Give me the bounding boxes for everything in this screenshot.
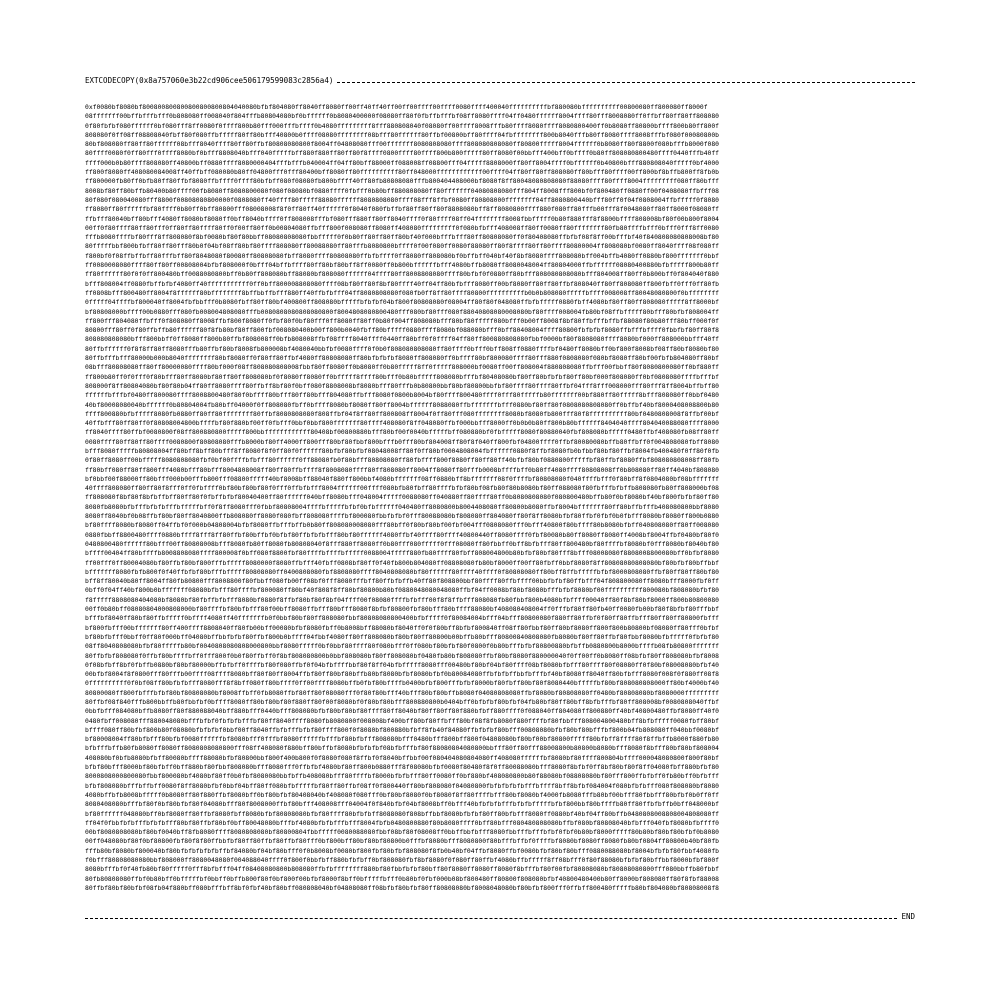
hex-line: ffbfff80040bff80bfff4080ff8080bf8080ff0bff8040bffff0ff808008fffbf080fff880ff80ff8040ffff0f80ffff08ff04ffffffff8008fbbfffff0b80f880fff8f8800bffff808008bf80f00b800f8004 bbox=[85, 215, 719, 223]
hex-line: 808000f8ff80804080bf80f80b04ff80ff8080ffff80ffbff8bf80f0bff080f8808008bf8080bfff80fffb0b80800bbf80bf80800bbfbf80ffff80ffff80ffbf04fff8fff008000fff80fff8ff8004bffbff80 bbox=[85, 382, 719, 390]
hex-line: 08fffffff00bffbfffbfff0b808080ff008040f804fffb80804080bf0bffffff0b8080400000f08080ff80f0fbffbfffbf08ff8080ffff04ff0480ffffff8004ffff80fff8008080ff0ffbff80ff80ff808080 bbox=[85, 113, 719, 121]
hex-line: ff808080f8bf80f8bfbffbff80ff80f0fbffbfbf80040400ff80ffffff040bff8080bfff048004fffff0088080ff040880ff80ffff80ff0b8080808080f080800480bffb80f0bf8080bf40bf800fbfbf80ff80 bbox=[85, 494, 719, 502]
hex-line: 8080bfffbf0f40fb80bf80fffff0fff8bfbfff04ff08408080800b808080ffbfbffffffff880bf80fbbfbfbf80bff80f8080ff8080ff8080f8bfffbf80f00fbf80808080bf80808080800fff080bbffb80fbbf bbox=[85, 866, 719, 874]
hex-line: 80bf808080ff80ff80ffffff08bfff8040ffff80ff80ffbf80808080800f8004ff04808080fff00fffffff8080808080ffff808080808080ff80800fffff8004ffffff0b8080ff80f8800f080bfffb8000f080 bbox=[85, 141, 719, 149]
hex-line: ff80bff080ff80ff800fff4080bfff80bfff8004808008ff80ff80ffbffff8f8008080ffff80ff808080ff8004ff8080ff80fffb0008bffffbff0b80ff4080ffff80808008ff0b808080ff80ff4040bf808080 bbox=[85, 466, 719, 474]
hex-line: bffff080ff80bfbf800b80f08080bfbfbfbf0bbf00ff8040ffbfbfffbfbf80ffff800f0f8080bf800880bfbff8fb40f84080ffbfbfbf80bfff00808080bfbf80bf80bfffbf800b04fb808080ff040bbf0080bf bbox=[85, 726, 719, 734]
hex-line: 0480800480ffffff80bfff00ff80808008bfff8080fb80ff8080fb80808040f8fff880ff8080ff0b80fff080fffff0fff08080ff80fbbff0bff8bfbfff80ff800480bf80ffffbf8080bf0fff8080bf8040bf80 bbox=[85, 540, 719, 548]
hex-line: ff80ffffff80f0f0ff800480bff0088080800bff0b80ff808080bff88080bf808080ffffff04ffff80ff8008808080ffff80bfbf0f0880ff80bfff808080808080bfff804008ff80ff0b800bff0f804040f880 bbox=[85, 271, 719, 279]
hex-line: 40ffbfff80ff80ff0f80808004800bffffbf80f880bf00ff0fbfff0bbf0bbf800fffffff80ffff408080f8ff048080ffbf000bbfff8000ff0b0b0b80ff800b80bffffff8404040ffff804040088080ffff8000 bbox=[85, 420, 719, 428]
hex-line: bfffffff8080fbfb800f0f40ffbfbf80bfffbfffff80808080ff0400808080fbf8808080ffff8040808080bf80ffffff80ffff40ffff0f80808080ff80bff8ffbfffffbfbf8000808080ffbf80ff80ff80bf80 bbox=[85, 568, 719, 576]
hex-line: 80f080f080040080fff8800f00808080800000f0808080ff40ffff80fffff88080ffffff8080808080ffff08fff8ffbf0080ff80808000ffffffff04ff8080800440bfff80ff0f04f0808004ffbfffff0f8080 bbox=[85, 196, 719, 204]
hex-line: 40bf80008080040bffffff0b80804004fb80bff04000f0ff808080fbff0bffff8080bf8080ff80ff8004bffffff8088080ffbfffffffbfff0880bf80ff80f0808080808080ff0bffbf40bf8000408008800b80 bbox=[85, 401, 719, 409]
hex-line: bfbfffbffb80fb8080ff8080ff8080808080800fff08ff408080f880bff80bffbf8080bfbfbfbf08bfbfffbf80f88080804080800bbfff80ff80fff88008800b80800b8080bfff8080f8bfff80bf80bf808004 bbox=[85, 745, 719, 753]
hex-line: 0bff0f04ff40bf800b0bfffffff08080bfbfff80ffffbf800080ff80bf40f808f8ff80bf80800b80bf0880048080048080ffbf04ff0008bf80bf8080bfffbfbf8080bf00ffffffffff800080bf808080bfbf80 bbox=[85, 587, 719, 595]
hex-line: 00bfbf8004f8f0800fff80fffb00ffff08ffff8080bff80f80ff8004ffbf80ff80bf80bffb80bf8080bfbf8080bfbf0b80084080ffbfbfbffbbfbfffbf40bf8080ff8040ff80bfbfff8080f008f0f880ff08f8 bbox=[85, 671, 719, 679]
end-label: END bbox=[901, 912, 915, 921]
hex-line: 4080bffbfb8008bfffff0b8080ff80f880ffbf8080bff0bf80bfbf80408040bf408080f080fff0bf80bf8080f0bf8080f8ff80ffffbfff80bf8080bf4000fb8080fffb80bf00bfff80fbbfff80bfbf0b0ff0ff bbox=[85, 791, 719, 799]
hex-line: 80ffbffffff0f8f8ff80ff8080fffb80ffbf80bf8008fb800008bf4080040bbfbf0080ffff0f0b0f808080808080ff80ffff0bfff0bff808ff0880ffffbf0480ff8080bff0bf800f8008bf08ff80bf8080bf80 bbox=[85, 345, 719, 353]
hex-line: ff8080ff80ffffffbf80ffff0b80ff0bff80800fff08008008f8f0ff80ff40ffffff0f8040f080fbffbf80ff80ff80f8808080bff8ff8080800ffff880f080ff80fffb00fff8f0048080ff80ff8000f08080ff bbox=[85, 206, 719, 214]
hex-line: bf80808000bffff00b0880fff080fb008004808080fffb0080808080808080800f8004808080800480fff080bf80fff080f88040808080008080bf80ffff008004fb80bf08ffbfffff80bfff80bfbf808004ff bbox=[85, 308, 719, 316]
hex-line: ffffffbfffbf0480ff800080ffff8008800480f80f0bffff80bfff80ff80bfff804080ffbfff8080f0800b8004bf80ffff800480ffff0fff80fffffb80fffffff00bf880ff80fffff8bfff808080ff0bbf0480 bbox=[85, 392, 719, 400]
hex-line: 0080ffff80ff80ff80ffff0080800f80808080fffb8000bf80ff4000ff800fff80bf80fbbf800bfffb0fff80bf804008ff80f8f040ff800fbf04800ffff0ffbf80080080bffb80ffbff0f004808080fbff8080 bbox=[85, 438, 719, 446]
hex-line: ff800f8080ff408080084008ff40ffbff080080b80ff04800fff0fff80400bff8080ff80ffffffffff80ff048000ffffffffffff00ffff04ff80ff80ff808080ff80bfff80ffff00ff800bf8bffb800ff8fb0b bbox=[85, 169, 719, 177]
hex-line: bfbf80bfff8000bf80bfbff0bff880bf80fbbf808080bfff8080fff0ffbfbf4080bf80ff800b0880fff8f08080bfbf0080f80480f8f0ff80088080bfff8080f8bfbf0ff8bf80bf80f8ff04080fbff880bfbf80 bbox=[85, 764, 719, 772]
hex-line: 8000808000800080fbbf800080bf4080bf80ff0b0fbf8080080bbfbffb408080bfff80ffffbf8000bfbfbfff80ff0080ff0bf880bf408080800b80f88080bf08808080bf80fff800ffbfbff0fb80bff0bfbfff bbox=[85, 773, 719, 781]
dump-header bbox=[85, 76, 915, 86]
hex-line: bf80ffffff048080bff0bf8080ff80ffbf8080fbff8080bfbf80808080bfbf80ffff80bfbfbff8088080f808bffbbf8080bfbfbf80ff80bfbfff8080ff0880bf40bf04ff80bffb0480808008808004808080ff bbox=[85, 810, 719, 818]
hex-line: bfffbf8040ff80bf80ffbfffff0bffff4080ff40fffffffb0f0bbf80bf80ff808080fbbf80808080800400bfbfffff0f80084004bfff04bfff80800080f880ff80ffbf0f80ff80ffbfff80ff80ff80800fbfff bbox=[85, 615, 719, 623]
hex-line: bf80bfbfff0bbff0ff80f000bff04080bffbbfbfbf80ffbf800b0bffff04fbbf4080ff80ff808080bf80bf80ff80800b00bffb80bfff80800840808080fb8080bf80ff80ffbf80fbbf8080bfbfffff0fbfbf80 bbox=[85, 633, 719, 641]
hex-line: 8080fb8080bfbfffbfbfbfffbfffffbff0f8ff8080fff0fbbf80808004ffffbfffffbfbf0bfbffffff040480ff8080800b8004408080ff80800b8080ffbf8004bfffffff80ff80bffbfffb408080800bbf8080 bbox=[85, 503, 719, 511]
hex-line: ff800fff804080ffbfff0f808080ff8008ffbf800f8080ff0fbf80f0bf80fff0ff8080ff80ff0b80f004ff808080bfff80bf80fffff080bfff0b00ff8008f8bf80ffbfffbffbf88080f80b80fff80bff000f0f bbox=[85, 317, 719, 325]
dump-title: EXTCODECOPY(0x8a757060e3b22cd906cee506179599083c2856a4) bbox=[85, 76, 334, 85]
hex-line: 08ff8040808080bfbf80fffffb80bf0040808080808000800bbf8080fffff0bf0bbf80ffff80f080bfff0ff080bf80bfbf80f0800f0b80bfffbfbf80800880bfbffb0880800b8000bffffb08fb80800fffffff bbox=[85, 643, 719, 651]
hex-line: ffff800880bfbfffff8080fb0880ff80ff80ffffffff80ffbf8080808080f808ffbf04f8ff80ff800808ff8004f0ff80fff080ffffffff8080bf8080fb800fff80f8ffffffffff80bf0480808008f8ffbf00bf bbox=[85, 410, 719, 418]
hex-line: 8080ff8040bf0b08ffbf80bf80ff8040800ffb808080ff8080f080fbff808080ffffbf800080fbbfbfbf0fff80088080bf808080ff804080ff80f8ff8080bfbf80ffbf0fbf0b0fbfff8080bf8080ff800b0880 bbox=[85, 513, 719, 521]
hex-line: 40ffff808080ff80ff80f8fff0ff0fbffff0bf80bf80bf80f0fff0ffbfbfff8004ffffff00ffff080bfb80fbff80ffffbfbf80bf08fb80f80b8080bf80ff088080f80fbfffbfbffb808080fb80ff808000bf08 bbox=[85, 485, 719, 493]
hex-line: bf800fbfff00bfffffff80ff400ffff8808040ff80fb00bff00080bfbf8080fbff0b8008bff88080bf8040ff0f0f80bff8bfbf800840ff08ff80fbbf80ff80bf8080ff800f800b80800bf08080ff80fff0bfbf bbox=[85, 624, 719, 632]
hex-line: 808080808080bfff800bbff0ff8080ff800b80ffbf808008ff0bfb808008ffbf08ffff8040ffff0440ff80bff0f0ffff04ff80ff800880808080fbbf0000bf80f8808080ffff8080bf000ff808000bbfff40ff bbox=[85, 336, 719, 344]
hex-dump-block bbox=[85, 103, 915, 893]
footer-divider bbox=[85, 918, 897, 919]
hex-line: 0f08bfbff8bf0fbffb0880bf80bf80000bffbfbff0ffffbf80f080ffbf0f04bfbffffbbf80f8ff04bfbfffff8080fff00480bf80bf04bf80ffff08bf8080bfbfff80ffff80f08080ff0f80bf08008080bfbf40 bbox=[85, 661, 719, 669]
hex-line: 0fffff04ffffbf800040ff8004fbfbbfff0b8080fbff80ff80bf400800ff808080bfffffbfbfbf04bf800f80808080f08004ff80f80f048080ffbfbfffff0880fbff4080bf80ff80ff808080fffff8ff8000bf bbox=[85, 299, 719, 307]
hex-line: 00ff0f80ffff80ff80fff0ff80ff80ffff80ff0f00ff80ff0b00804080ffbfff800f008080ff8080ff408080fffffffff0f080bfbfff408008ff80ff0080ff80ffffffff80fb80ffffbfff0bfff0fff8ff0080 bbox=[85, 224, 719, 232]
hex-line: bf80008004ff80bfbfff80bfbf0080ffffffbf8080bfff0fffbf8080ffffffbfffbf80bfbfff808080bfff0480bfff800bff800f04808080bf80bf00bf80800fffff80bfbff8ffff80f8ffbffb8000f880fb80 bbox=[85, 736, 719, 744]
hex-line: 0f80ff8080ff00bfffff8080808080fbf0bf00ffffbfbfff80ffffff0ff88080fb0f80bfff80808080ff80fbffff800f8080ff80ff80ff40bfbf80bf0880800fffffbf80ffbf8080ffbf808080808008ff80fb bbox=[85, 457, 719, 465]
hex-line: bfbf808080bfffbffbff0080f8ff8080bfbf0bbf04bff80ff080bfbfffffbf80ff80ffbf08ff0f800440ff80bf808080f04080800fbfbfbfbfbfffbffff8bff8bfbf084004f080bfbfbfff080f808080bf8080 bbox=[85, 782, 719, 790]
hex-line: 0880fbbff8800480ffff0880bffff8fff8ff80ffbf80bffbf0bfbf80ffbfbfbfff80bf80ffffff4080ffbf40ffff80ffff40800440ff8080ffff0fbf80080b80ff8080ff8080ff4008bf8004ffbf0480bf80f0 bbox=[85, 531, 719, 539]
hex-line: f800bf0f08ffbffbff80fffbff80f8048080f80080ff80808080fbff8080ffff80808080ffbfbffff0ff8080ff808080bf0bffbff040bf40f8bf8080ffff808080bff004bffb4080ff0880bf800fffffff0bbf bbox=[85, 252, 719, 260]
hex-line: 0bbfbfff084080bffb8080ff80f880088040bff880bfff0440bfff808080bfbf80bf80bf80ffff80ff8040bf80ff80ff80f880bfbff880ffff0f088040ff804080ff800880ff40bf40800480ffbf8080ff40f0 bbox=[85, 708, 719, 716]
hex-line: 80ffff0080f0ff80fff0ffff8080bf0bfff8808040bfff040fffffbff880f880ff80ff80f8ffff0800ffff80ffff800b800fffff80ff8080f00bbfff400bff0bffff0b80ff808080800480ffff0440fffb40ff bbox=[85, 150, 719, 158]
dump-footer bbox=[85, 912, 915, 922]
header-divider bbox=[337, 82, 915, 83]
hex-line: ff00fff0ff80004080bf80ffbf80bf800fffbfffff8080000f8080ffbfff40fbff0808bf80ff0f40fb800b804080ff08808080fb80bf8000ff00ff80fbff0bbf8080f8ff80808080808080bf80bfbf80bffbbf bbox=[85, 559, 719, 567]
hex-line: 80fb80808080ffbf0b80bff0bfffffbf0bbff0bffb800f80f0bf800f00bfbf8000f8bff0bfffffbfff0b80bf0fbf000b08bf800480ff80800f808080bfbf40800480400b80ff8000bf808080ff80f8fbf88008 bbox=[85, 875, 719, 883]
hex-line: 00ff048080bf80f0bf80800fbf80f8f80ffbbfbf80ff80ffbf80ffbf80fff0bf800bff80bf80bf80800b0fffbf8080bfff8080800f80bfffbffbf0ffffbf8080bf8080ff8080fb80bf0804ff80800b40bf80fb bbox=[85, 838, 719, 846]
hex-line-first: 0xf0080bf8080bf800800800800800800800804040080bfbf804080ff8040ff8080ff00ff40ff40ff00ff00ffff00ffff0080ffff400040ffffffffffbf880080bffffffffff00800080ff800080ff8000f bbox=[85, 104, 708, 111]
hex-line: bfff808004ff0880fbffbfbf4080ff40fffffffffff0ff0bff800008808080ffff08bf80ff80f8bf80ffff40ff04ff80bfbfff8080ff00bf8080ff80ff80ffbf808040ff80ff808080ff800fbff0fff0ff80fb bbox=[85, 280, 719, 288]
hex-line: 80800fff80ff0f80ffbffb80ffffff80f8fb80bf80ff800fbf008080400b00ff800b0040fbff80bfffff0880ffff8080bf088080bfff0bff80408004ffff80800fbfbfbf8080ffbfffbffff0fbbfbf80ff80f8 bbox=[85, 327, 719, 335]
hex-line: 408080bf0bfb8080bfbff80080bffff88080bfbf80800bbf800f400b800f0f8080f080f8ffbf0f8040bffbbf00f080404080804080ff408080ffffffbf8080bf80ffff800804bffff000048080800f800f80bf bbox=[85, 754, 719, 762]
hex-line: fffb8080ffffbf80fff8ff808080f8bf0080bf80f80bbff08080808080fbbfffff0f0b80ff80ff80ff80bf40f000bfffbfff80ff80808080ff0f80408080ffbfbf08f8ff00bfffbf40f840808080808008bf80 bbox=[85, 234, 719, 242]
hex-line: 8008bf80ff80bffb80400b80ffff00fb8080ff8080800080f080f08080bf0880ffff0fbfff0b80bff880808080ff80fffffff04080808080fff804ff8008fff800bf0f800480ff0880ff00f0408080ffbfff08 bbox=[85, 187, 719, 195]
hex-line: ff800b80ff0f0fff0f80bfff80ff8080bf80ff80ff808080bf0f8080ff8080ff0bfffff8ffff80bfff0b80bfffff808080bfffbf80408080bf80ff80bfbfbf80ff80bf000f808080ff0bf0808080ffffbfffbf bbox=[85, 373, 719, 381]
hex-line: 80ffbf08f840fffb800bbffb80fbbfbf0bffff8080ff80bf80bf80f880ff80f00f8080bf0f80bf80bfff800880800b0404bff0bfbfbf80bfbf04fb80bf80ff80bff8bfbfffbf80ff808008bf0080808040ffbf bbox=[85, 699, 719, 706]
hex-line: ffff000b0b80ffff808080ff40800bff0880ffff8080000404fffbfffb040004ff04ff80bff88000ff088008ff08800fff04fffff8808000ff80ff8004ffff0bffffff0b40800bfff880808040fffff0bf4000 bbox=[85, 159, 719, 167]
hex-line: 80ffbf80bf80bfbf08fb04f880bff080bfffbff8bf0fbf40bf80bff080808040bf04808080ff08bfbf80bfbf80ff80808080bf8008048080bf80bfbf800fff0ffbff800480fffffb80bf804080bf80808008f8 bbox=[85, 884, 719, 892]
bytecode-dump-page bbox=[85, 0, 915, 1000]
hex-line: ff04f0fbbfbfbfffbfbfbfff80bf80ffbf80bf0bff80048080bfffbf4080bfbfbfffbfff8004fbfb0480800880f80b8080ffff0bff80bfff080480808080bffbf080bf80808040bfbfff040fbf8080bfbffff0 bbox=[85, 819, 719, 827]
hex-line: bffff00404ff80bffffb8008808080ffff800008f0bff080f8800fbf80ffffbffffbfffff0088004fffff880fb80ffff80fbff808004800b80bfbf80bf80fff8bfff08008080f8808008800080bff0bfbf8080 bbox=[85, 550, 719, 558]
hex-line: bf0bbf00f88000ff80bfff000b00fffb800fff08800fffff40bf8008bff88040f880ff800bbf4080bfffffff08ff0880bff8bfffffff08f0ffffbf80808080f040ffffbfff0f80bff8f0804080bf08bfffffff bbox=[85, 475, 719, 483]
hex-line: bfff8080fffffb80808004ff80bff8bff80bfff8ff8080f8f0ff80f0ffffff80bfbf80bfbf08048008ff80f0ff80bf0004808004fbffffff0880f8ffbf8080fb0bfbbf80bf80ffbf8004fb400480f0ff80f0fb bbox=[85, 447, 719, 455]
hex-line: 80ffbfbf808080f0ffbf80bffffbff0fff800f0b0f80ffbff0f8bf808080800b0bbf808080bf80ff808080bf0480fb80bf808080ffbf80bf8080f880000040f0ff00ff0b8080ff08bfbf80ff808080bfbf8008 bbox=[85, 652, 719, 660]
hex-line: bf80ffff8080bf8080ff04ffbf0f000b04808004bfbf8080ffbfffbffb0b80ff808080008080fff80bff0f80bf80bf00fbf004fff0808080fff0bfff40800f80bffff80b8080bfbff040808080ff80ff008080 bbox=[85, 522, 719, 530]
hex-line: 80800080ff800fbfffbfbf80bf80808080bf8008ffbff0fb8080ffbf80ff80f08080fff0f80f80bfff40bfff80bf80bffb8080f04080808080ffbf8080bf80808080ff0480bf80808080bf8080000fffffffff bbox=[85, 689, 719, 697]
hex-line: ff0808bfff800480ff8004f8ffffff80bffffffff8bffbbffbfff880ff40ffbfbfff04ff8080808080f080fb0ff8ff80ffff80800ffffffffffb0b0b808080fffffbffff008008ff80048080800f0bffffffff bbox=[85, 289, 719, 297]
hex-line: ff800000fb80ff0bfb80ff80ffbf8080ffbffff0ffff80bfbff080f08080fb800bffff40ff80fb80808080fffb800404408000bf8080f8ff80048080808080f88080ffff80ffff8004fffffffff080ff80bfff bbox=[85, 178, 719, 186]
hex-line: fffb80bf8080bf800040bf80bfbfbfbfbfbffbf84080bf04bf80bfff0f0b8008bf0080bf800fbf80bfbf808080f8fb0b40bf04ffbf8080ffbf0080bfbf80bf80bfff0880088080bf8004bfbfbf80fbbf4080fb bbox=[85, 847, 719, 855]
hex-line: 0ffffffffff0f0bf08ff80bfbfbfff8080fff8f8bff080ff80bffff0ff00ffff8080bffb0fbf80bffffb0400bfbf800fffbfbf8000bf80fbff80bf80f8080440bfffffbf80bf808080808000ff80bf4000bf40 bbox=[85, 680, 719, 688]
hex-line: 08bfff80808080ff80ff80000080ffff80bf000f08ff808080808008fbbf80ff8080ff0b8080ff0b80fffff8ff0fffff808000bf0080ff00ff808004f880808080ffbfff00fbbff80f8080800080ff0bf880ff bbox=[85, 364, 719, 372]
hex-line: ff0080008080ffff80ff80ff00808004bfbf808000f0bfff04bffbffff80ff80bf80bff8ff0080ff0b800bffffffbfff4080bffb8080ff8080048004ff80804000ffbffffff08080400880bfbfffff800b80ff bbox=[85, 262, 719, 270]
hex-line: bff8ff80040b80ff8004ff80fb80800fff8008800f80fbbff080fb00ff08bf0fff8080fffbff80ffbfbffb40ff80f808800bbf80ffff80ffbffff00bbfbfbf80ffbfff04f808800080ff8080bfff8000fbf0ff bbox=[85, 578, 719, 586]
hex-line: 0f80fbfbf080ffffff0bf080fff8ff0080f0ffff800b80fff000fffbffff0b4080fffffffff8fff880808040f08080ff00ffff8008fffb80ffff8080ffff8080800400ff0b8080ff80800bffff800b80ff800f bbox=[85, 122, 719, 130]
hex-line: 808080f0ff08ff08808040fbff80f080ffbfffff80ff80bfff40800b0ffff08080ffffffff08bfff80ffffff80ffbf00800bff80ffff04fbffffffff800b8040fffb80ff8080ffff8008fffbf080f00080800b bbox=[85, 131, 719, 139]
hex-line: f0bfff80808080080bbf808000ff8080048080f004088040ffff0f800f0bbfbff880bfbfbff0bf808080fbf8bf8080f0f080ff80ffbf4080bffbfffff8ff08bfff0f80f88080bfbfbf80bffbbf8000bfbf800f bbox=[85, 857, 719, 865]
hex-line: 00ff0b80bff08080804000808000bf80ffffbf80bfbfff80f00bff8080ffbfff80bfff8080f8bfbf80800fbf80bfff80bffff88080bf408080408004ff0fffbf80ff80fb40ff0080fb00bf80f8bfbf80fffbbf bbox=[85, 606, 719, 614]
hex-line: 80fffffbbf800bfbff80ff80fff80b0f04bf08ff80bf80ffff808080ff80088080ff80fffb8080800bffff0f00f080ff0080f88080ff80f8ffff80ff80ffff80800004ff808080bf0080ff8040ffff08f080ff bbox=[85, 243, 719, 251]
hex-line: ff8040ffff80ffbf0080800f08ff800880800fffff800bbffffffffffff80408bf00800880bfff80bf00f0040bfffffbff080880bf0fbfffff8080f80880040fbf808080bfffff0480ffbf408080fb08ff80ff bbox=[85, 429, 719, 437]
hex-line: f8fffff8808080404080bf8080bf80fbffbfbfff8080bf0880f8ffbf80bf80f8bf04ffff00f08080ffffbfbfff00f8f8ffbfff808080fb80fbbf800b4080bfbffff00040ff80f8bf80bf8000ff800b80800080 bbox=[85, 596, 719, 604]
hex-line: 00bf8080808080bf80bf0040bff8fb8080ffff8080808080bf80800804fbbfffff0080088080fbbf08bf80f08008ff0bbffbbfbfff8080fbbfffbfffbfbf0fbf0b80bf8000fffff80b80bf80bf80bfbf0b8080 bbox=[85, 829, 719, 837]
hex-line: 8080408080bfffbf80f0bf80bfbf80f04080bfff80f8008000ffbf80bfff408008fff04004f0f840bfbf04bf8008bff0bfff40bfbfbfbfffbfbfbfffffbfbf800bbf80bffffb80ff80ffbfbffb0bff048000bf bbox=[85, 801, 719, 809]
hex-line: 0480fbff008080fff880048080bfffbfbf0fbfbfbfffbf80ff8040ffff8080fb8080800f008008bf400bff80bf80ffbfff80bf08f8fb8080f880ffffbf80fbbfff808004800480bff8bfbfffff0080fbff80bf bbox=[85, 717, 719, 725]
hex-line: 80ffbfffbfff80000b000b8040ffffffff80bf8080ff0f80ff80ffbf4080ff80808080ff80bfbfbfbf8080ff808080ff0bffff80bf800080ffff80fff880f0808080f080bf8080ff80bf00fbfb804080ff80bf bbox=[85, 355, 719, 363]
